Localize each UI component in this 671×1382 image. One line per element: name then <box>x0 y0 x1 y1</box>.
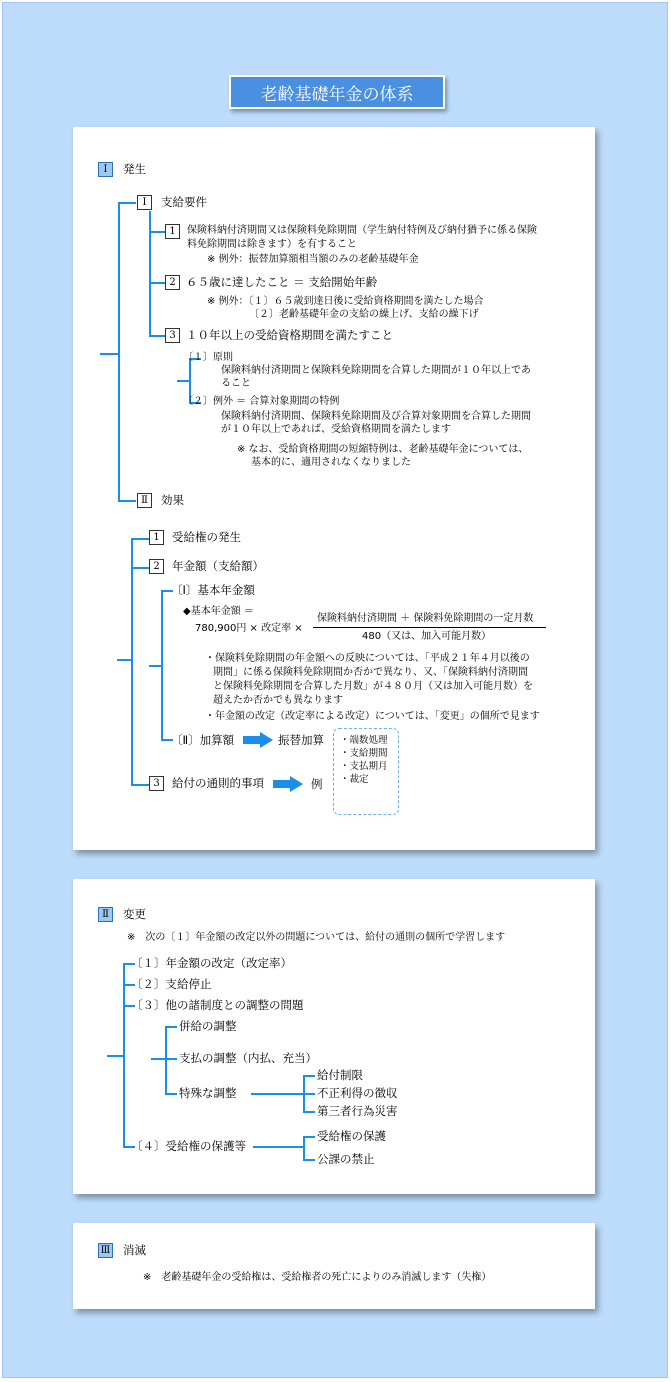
tree-line <box>303 1159 315 1161</box>
add-amount-result: 振替加算 <box>278 733 324 747</box>
tree-line <box>118 202 136 204</box>
eff2: 年金額（支給額） <box>172 559 264 573</box>
num-box-e2: 2 <box>149 559 164 574</box>
page-title: 老齢基礎年金の体系 <box>229 75 445 109</box>
tree-line <box>118 500 136 502</box>
bullet-line4: 超えたか否かでも異なります <box>213 695 343 706</box>
tree-line <box>131 538 133 785</box>
tree-line <box>123 963 125 1147</box>
tree-line <box>303 1093 315 1095</box>
tree-line <box>161 590 163 740</box>
bullet-line2: 期間」に係る保険料免除期間か否かで異なり、又、「保険料納付済期間 <box>213 667 528 678</box>
add-amount-label: 〔Ⅱ〕加算額 <box>171 733 235 747</box>
tree-line <box>165 1026 167 1094</box>
bullet-line1: ・保険料免除期間の年金額への反映については、「平成２１年４月以後の <box>205 653 530 664</box>
tree-line <box>303 1136 305 1160</box>
req1-note: ※ 例外：振替加算額相当額のみの老齢基礎年金 <box>207 254 419 265</box>
list-item: ・支給期間 <box>340 748 388 759</box>
page-background <box>2 2 668 1378</box>
special-3: 第三者行為災害 <box>317 1104 398 1118</box>
exception-line1: 保険料納付済期間、保険料免除期間及び合算対象期間を合算した期間 <box>221 411 531 422</box>
arrow-right-icon <box>273 776 303 792</box>
roman-badge-2: Ⅱ <box>98 907 113 922</box>
tree-line <box>251 1093 303 1095</box>
tree-line <box>100 353 118 355</box>
example-list-box <box>333 728 399 815</box>
eff1: 受給権の発生 <box>172 530 241 544</box>
tree-line <box>165 1026 177 1028</box>
change-4: 〔４〕受給権の保護等 <box>131 1139 246 1153</box>
num-box-1: 1 <box>165 224 180 239</box>
tree-line <box>149 211 151 337</box>
tree-line <box>303 1136 315 1138</box>
bullet-line3: と保険料免除期間を合算した月数」が４８０月（又は加入可能月数）を <box>213 681 533 692</box>
eff3: 給付の通則的事項 <box>172 776 264 790</box>
exception-note1: ※ なお、受給資格期間の短縮特例は、老齢基礎年金については、 <box>237 444 529 455</box>
card-shoumetsu <box>73 1223 595 1309</box>
tree-line <box>107 1055 123 1057</box>
protect-2: 公課の禁止 <box>317 1152 375 1166</box>
bullet-line5: ・年金額の改定（改定率による改定）については、「変更」の個所で見ます <box>205 711 540 722</box>
exception-note2: 基本的に、適用されなくなりました <box>251 457 411 468</box>
tree-line <box>165 1058 177 1060</box>
req2: ６５歳に達したこと ＝ 支給開始年齢 <box>186 275 378 289</box>
formula-value: 780,900円 × 改定率 × <box>195 623 303 634</box>
label-eff: 効果 <box>161 493 184 507</box>
change-3c: 特殊な調整 <box>179 1086 237 1100</box>
exception-label: 〔２〕例外 ＝ 合算対象期間の特例 <box>183 396 340 407</box>
list-item: ・裁定 <box>340 774 369 785</box>
formula-numerator: 保険料納付済期間 ＋ 保険料免除期間の一定月数 <box>317 613 534 624</box>
num-box-3: 3 <box>165 328 180 343</box>
card-henkou <box>73 879 595 1194</box>
num-box-2: 2 <box>165 275 180 290</box>
label-req: 支給要件 <box>161 195 207 209</box>
tree-line <box>149 231 165 233</box>
henkou-note: ※ 次の〔１〕年金額の改定以外の問題については、給付の通則の個所で学習します <box>127 932 506 943</box>
heading-henkou: 変更 <box>123 907 146 921</box>
roman-badge-3: Ⅲ <box>98 1243 113 1258</box>
roman-badge-1: Ⅰ <box>98 162 113 177</box>
base-amount-label: 〔Ⅰ〕基本年金額 <box>171 583 255 597</box>
example-label: 例 <box>311 777 323 791</box>
tree-line <box>149 665 161 667</box>
change-3a: 併給の調整 <box>179 1019 237 1033</box>
heading-hassei: 発生 <box>123 162 146 176</box>
fraction-bar <box>313 627 546 628</box>
principle-line1: 保険料納付済期間と保険料免除期間を合算した期間が１０年以上であ <box>221 365 531 376</box>
tree-line <box>117 659 131 661</box>
num-box-e1: 1 <box>149 530 164 545</box>
change-2: 〔２〕支給停止 <box>131 977 212 991</box>
tree-line <box>118 202 120 501</box>
principle-label: 〔１〕原則 <box>183 352 233 363</box>
list-item: ・端数処理 <box>340 735 388 746</box>
tree-line <box>165 1093 177 1095</box>
special-2: 不正利得の徴収 <box>317 1086 398 1100</box>
protect-1: 受給権の保護 <box>317 1129 386 1143</box>
req3: １０年以上の受給資格期間を満たすこと <box>186 328 393 342</box>
tree-line <box>253 1146 303 1148</box>
tree-line <box>131 538 149 540</box>
shoumetsu-note: ※ 老齢基礎年金の受給権は、受給権者の死亡によりのみ消滅します（失権） <box>143 1272 492 1283</box>
req1-line1: 保険料納付済期間又は保険料免除期間（学生納付特例及び納付猶予に係る保険 <box>187 225 537 236</box>
tree-line <box>149 282 165 284</box>
roman-box-eff: Ⅱ <box>137 493 152 508</box>
tree-line <box>303 1111 315 1113</box>
req2-note1: ※ 例外：〔１〕６５歳到達日後に受給資格期間を満たした場合 <box>207 296 484 307</box>
formula-denominator: 480（又は、加入可能月数） <box>362 631 492 642</box>
exception-line2: が１０年以上であれば、受給資格期間を満たします <box>221 424 451 435</box>
heading-shoumetsu: 消滅 <box>123 1243 146 1257</box>
principle-line2: ること <box>221 378 251 389</box>
tree-line <box>131 567 149 569</box>
tree-line <box>131 784 149 786</box>
list-item: ・支払期月 <box>340 761 388 772</box>
tree-line <box>303 1075 315 1077</box>
tree-line <box>151 1058 165 1060</box>
change-3: 〔３〕他の諸制度との調整の問題 <box>131 998 304 1012</box>
change-1: 〔１〕年金額の改定（改定率） <box>131 956 292 970</box>
tree-line <box>149 335 165 337</box>
num-box-e3: 3 <box>149 776 164 791</box>
req1-line2: 料免除期間は除きます）を有すること <box>187 239 357 250</box>
roman-box-req: Ⅰ <box>137 195 152 210</box>
special-1: 給付制限 <box>317 1068 363 1082</box>
change-3b: 支払の調整（内払、充当） <box>179 1051 317 1065</box>
req2-note2: 〔２〕老齢基礎年金の支給の繰上げ、支給の繰下げ <box>249 309 479 320</box>
card-hassei <box>73 127 595 850</box>
arrow-right-icon <box>243 732 273 748</box>
tree-line <box>177 380 189 382</box>
formula-lhs: ◆基本年金額 ＝ <box>183 606 254 617</box>
